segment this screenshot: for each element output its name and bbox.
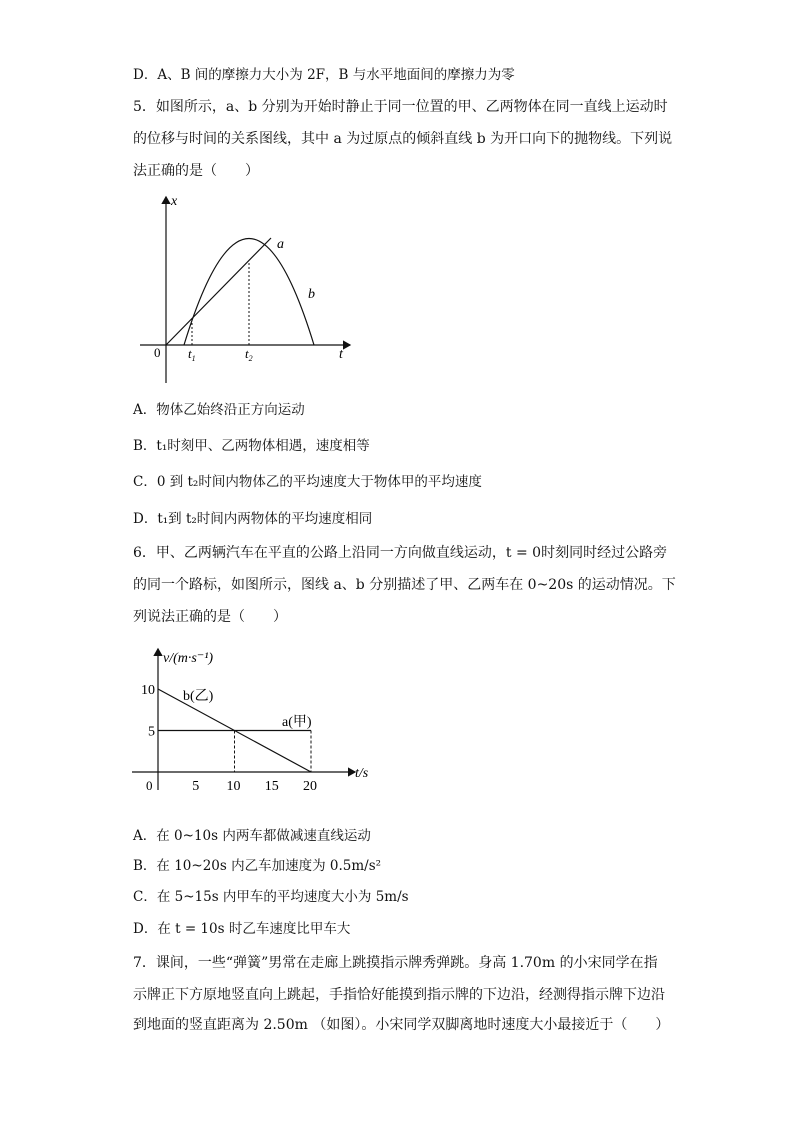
q6-stem-line-1: 6．甲、乙两辆汽车在平直的公路上沿同一方向做直线运动，t = 0时刻同时经过公路旁 xyxy=(133,545,668,561)
q6-y-tick-label-10: 10 xyxy=(141,683,155,698)
q6-option-b: B．在 10~20s 内乙车加速度为 0.5m/s² xyxy=(133,858,382,874)
q6-series-label-a: a(甲) xyxy=(282,715,312,730)
q5-option-c: C．0 到 t₂时间内物体乙的平均速度大于物体甲的平均速度 xyxy=(133,474,482,490)
q7-stem-line-3: 到地面的竖直距离为 2.50m （如图）。小宋同学双脚离地时速度大小最接近于（ ） xyxy=(133,1017,670,1033)
q5-stem-line-2: 的位移与时间的关系图线，其中 a 为过原点的倾斜直线 b 为开口向下的抛物线。下列说 xyxy=(133,131,673,147)
q6-x-tick-label-10: 10 xyxy=(226,779,241,794)
q5-option-a: A．物体乙始终沿正方向运动 xyxy=(133,402,305,418)
q5-t1-label: $t_1$ xyxy=(188,346,196,363)
q7-stem-line-2: 示牌正下方原地竖直向上跳起，手指恰好能摸到指示牌的下边沿，经测得指示牌下边沿 xyxy=(133,987,665,1003)
q7-stem-line-1: 7．课间，一些“弹簧”男常在走廊上跳摸指示牌秀弹跳。身高 1.70m 的小宋同学在指 xyxy=(133,955,658,971)
q6-x-tick-label-20: 20 xyxy=(303,779,317,794)
q6-stem-line-2: 的同一个路标，如图所示，图线 a、b 分别描述了甲、乙两车在 0~20s 的运动情况。下 xyxy=(133,577,676,593)
q5-t2-label: $t_2$ xyxy=(245,346,253,363)
q6-stem-line-3: 列说法正确的是（ ） xyxy=(133,609,287,625)
q6-y-axis-label: v/(m·s⁻¹) xyxy=(163,651,214,666)
q6-x-axis-label: t/s xyxy=(355,766,369,781)
q5-x-axis-label: t xyxy=(339,347,343,362)
q6-y-tick-label-5: 5 xyxy=(148,724,155,740)
q6-origin-label: 0 xyxy=(146,778,153,793)
q5-stem-line-1: 5．如图所示，a、b 分别为开始时静止于同一位置的甲、乙两物体在同一直线上运动时 xyxy=(133,99,668,115)
q5-curve-b-label: b xyxy=(308,287,315,302)
q5-option-d: D．t₁到 t₂时间内两物体的平均速度相同 xyxy=(133,511,373,527)
q6-option-a: A．在 0~10s 内两车都做减速直线运动 xyxy=(133,828,371,844)
q6-x-tick-label-15: 15 xyxy=(264,779,279,794)
q5-origin-label: 0 xyxy=(154,345,161,360)
q5-option-b: B．t₁时刻甲、乙两物体相遇，速度相等 xyxy=(133,438,370,454)
q6-x-tick-label-5: 5 xyxy=(192,779,200,794)
q5-y-axis-label: x xyxy=(171,194,178,209)
q5-stem-line-3: 法正确的是（ ） xyxy=(133,163,259,179)
q6-option-d: D．在 t = 10s 时乙车速度比甲车大 xyxy=(133,921,351,937)
prev-question-option-d: D．A、B 间的摩擦力大小为 2F，B 与水平地面间的摩擦力为零 xyxy=(133,67,515,83)
q6-series-label-b: b(乙) xyxy=(183,689,214,704)
q6-option-c: C．在 5~15s 内甲车的平均速度大小为 5m/s xyxy=(133,889,409,905)
q5-line-a-label: a xyxy=(277,237,284,252)
